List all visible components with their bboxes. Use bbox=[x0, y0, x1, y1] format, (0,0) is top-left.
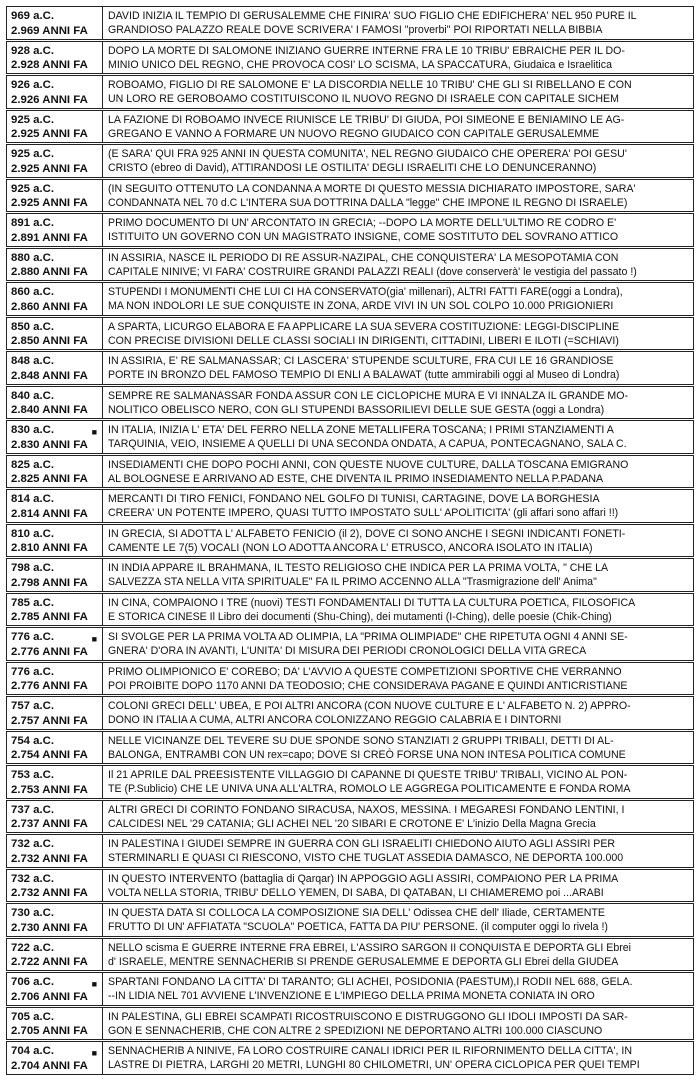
years-ago-label: 2.926 ANNI FA bbox=[11, 93, 88, 106]
event-description bbox=[103, 1042, 693, 1074]
square-marker-icon: ■ bbox=[91, 634, 97, 644]
years-ago-label: 2.704 ANNI FA bbox=[11, 1059, 88, 1072]
description-line: E STORICA CINESE Il Libro dei documenti (Shu-Ching), dei mutamenti (I-Ching), delle poesie (Chik-Ching) bbox=[108, 610, 612, 623]
timeline-row bbox=[6, 938, 694, 972]
description-line: SENNACHERIB A NINIVE, FA LORO COSTRUIRE CANALI IDRICI PER IL RIFORNIMENTO DELLA CITTA', IN bbox=[108, 1045, 632, 1057]
description-line: CREERA' UN POTENTE IMPERO, QUASI TUTTO IMPOSTATO SULL' APOLITICITA' (gli affari sono affari !!) bbox=[108, 507, 619, 520]
year-label: 737 a.C. bbox=[11, 803, 55, 816]
date-cell bbox=[7, 7, 103, 39]
description-line: A SPARTA, LICURGO ELABORA E FA APPLICARE LA SUA SEVERA COSTITUZIONE: LEGGI-DISCIPLINE bbox=[108, 320, 620, 333]
timeline-row bbox=[6, 351, 694, 385]
timeline-row bbox=[6, 593, 694, 627]
description-line: TE (P.Sublicio) CHE LE UNIVA UNA ALL'ALTRA, ROMOLO LE AGGREGA POLITICAMENTE E FONDA ROMA bbox=[108, 783, 631, 796]
event-description bbox=[103, 387, 693, 419]
timeline-row bbox=[6, 558, 694, 592]
years-ago-label: 2.848 ANNI FA bbox=[11, 369, 88, 382]
year-label: 840 a.C. bbox=[11, 389, 55, 402]
timeline-row bbox=[6, 662, 694, 696]
year-label: 776 a.C. bbox=[11, 631, 55, 643]
date-cell bbox=[7, 525, 103, 557]
description-line: (IN SEGUITO OTTENUTO LA CONDANNA A MORTE DI QUESTO MESSIA DICHIARATO IMPOSTORE, SARA' bbox=[108, 182, 636, 195]
description-line: CAPITALE NINIVE; VI FARA' COSTRUIRE GRANDI PALAZZI REALI (dove conserverà' le vestigia del passato !) bbox=[108, 265, 637, 278]
description-line: ALTRI GRECI DI CORINTO FONDANO SIRACUSA, NAXOS, MESSINA. I MEGARESI FONDANO LENTINI, I bbox=[108, 803, 625, 816]
description-line: NELLO scisma E GUERRE INTERNE FRA EBREI, L'ASSIRO SARGON II CONQUISTA E DEPORTA GLI Ebrei bbox=[108, 941, 632, 954]
years-ago-label: 2.891 ANNI FA bbox=[11, 231, 88, 244]
date-cell bbox=[7, 180, 103, 212]
year-label: 798 a.C. bbox=[11, 562, 55, 574]
year-label: 704 a.C. bbox=[11, 1045, 55, 1057]
date-cell bbox=[7, 939, 103, 971]
year-label: 753 a.C. bbox=[11, 769, 55, 781]
timeline-row bbox=[6, 489, 694, 523]
year-label: 776 a.C. bbox=[11, 665, 55, 678]
years-ago-label: 2.776 ANNI FA bbox=[11, 680, 88, 692]
event-description bbox=[103, 801, 693, 833]
years-ago-label: 2.814 ANNI FA bbox=[11, 507, 88, 520]
date-cell bbox=[7, 663, 103, 695]
description-line: MA NON INDOLORI LE SUE CONQUISTE IN ZONA, ARDE VIVI IN UN SOL COLPO 10.000 PRIGIONIERI bbox=[108, 300, 614, 313]
description-line: SALVEZZA STA NELLA VITA SPIRITUALE" FA IL PRIMO ACCENNO ALLA "Trasmigrazione dell' Anima" bbox=[108, 576, 597, 589]
timeline-row bbox=[6, 41, 694, 75]
timeline-row bbox=[6, 110, 694, 144]
description-line: IN QUESTO INTERVENTO (battaglia di Qarqar) IN APPOGGIO AGLI ASSIRI, COMPAIONO PER LA PRIMA bbox=[108, 872, 619, 885]
year-label: 891 a.C. bbox=[11, 217, 55, 229]
year-label: 785 a.C. bbox=[11, 596, 55, 609]
year-label: 730 a.C. bbox=[11, 907, 55, 919]
description-line: FRUTTO DI UN' AFFIATATA "SCUOLA" POETICA, FATTA DA PIU' PERSONE. (il computer oggi lo rivela !) bbox=[108, 921, 608, 934]
description-line: MERCANTI DI TIRO FENICI, FONDANO NEL GOLFO DI TUNISI, CARTAGINE, DOVE LA BORGHESIA bbox=[108, 493, 600, 505]
description-line: ROBOAMO, FIGLIO DI RE SALOMONE E' LA DISCORDIA NELLE 10 TRIBU' CHE GLI SI RIBELLANO E CON bbox=[108, 79, 632, 91]
description-line: IN CINA, COMPAIONO I TRE (nuovi) TESTI FONDAMENTALI DI TUTTA LA CULTURA POETICA, FILOSOFICA bbox=[108, 596, 636, 609]
years-ago-label: 2.925 ANNI FA bbox=[11, 197, 88, 209]
years-ago-label: 2.706 ANNI FA bbox=[11, 990, 88, 1003]
date-cell bbox=[7, 249, 103, 281]
date-cell bbox=[7, 352, 103, 384]
description-line: IN ITALIA, INIZIA L' ETA' DEL FERRO NELLA ZONE METALLIFERA TOSCANA; I PRIMI STANZIAMENTI A bbox=[108, 424, 614, 436]
year-label: 925 a.C. bbox=[11, 148, 55, 160]
timeline-row bbox=[6, 696, 694, 730]
date-cell bbox=[7, 801, 103, 833]
event-description bbox=[103, 732, 693, 764]
event-description bbox=[103, 870, 693, 902]
date-cell bbox=[7, 766, 103, 798]
timeline-row bbox=[6, 869, 694, 903]
event-description bbox=[103, 973, 693, 1005]
years-ago-label: 2.798 ANNI FA bbox=[11, 576, 88, 589]
description-line: IN GRECIA, SI ADOTTA L' ALFABETO FENICIO (il 2), DOVE CI SONO ANCHE I SEGNI INDICANTI FONETI- bbox=[108, 527, 626, 540]
timeline-row bbox=[6, 6, 694, 40]
year-label: 848 a.C. bbox=[11, 355, 55, 367]
year-label: 732 a.C. bbox=[11, 872, 55, 885]
timeline-row bbox=[6, 179, 694, 213]
date-cell bbox=[7, 421, 103, 453]
event-description bbox=[103, 421, 693, 453]
description-line: BALONGA, ENTRAMBI CON UN rex=capo; DOVE SI CREÒ FORSE UNA NON INTESA POLITICA COMUNE bbox=[108, 748, 626, 761]
timeline-row bbox=[6, 282, 694, 316]
years-ago-label: 2.732 ANNI FA bbox=[11, 852, 88, 865]
date-cell bbox=[7, 283, 103, 315]
description-line: MINIO UNICO DEL REGNO, CHE PROVOCA COSI' LO SCISMA, LA SPACCATURA, Giudaica e Israelitica bbox=[108, 58, 612, 71]
event-description bbox=[103, 111, 693, 143]
description-line: IN QUESTA DATA SI COLLOCA LA COMPOSIZIONE SIA DELL' Odissea CHE dell' Iliade, CERTAMENTE bbox=[108, 907, 605, 919]
event-description bbox=[103, 663, 693, 695]
description-line: IN ASSIRIA, E' RE SALMANASSAR; CI LASCERA' STUPENDE SCULTURE, FRA CUI LE 16 GRANDIOSE bbox=[108, 355, 614, 367]
description-line: IN ASSIRIA, NASCE IL PERIODO DI RE ASSUR-NAZIPAL, CHE CONQUISTERA' LA MESOPOTAMIA CON bbox=[108, 251, 619, 264]
date-cell bbox=[7, 732, 103, 764]
event-description bbox=[103, 7, 693, 39]
timeline-row bbox=[6, 248, 694, 282]
timeline-row bbox=[6, 144, 694, 178]
year-label: 925 a.C. bbox=[11, 113, 55, 126]
year-label: 814 a.C. bbox=[11, 493, 55, 505]
years-ago-label: 2.925 ANNI FA bbox=[11, 128, 88, 140]
description-line: PRIMO DOCUMENTO DI UN' ARCONTATO IN GRECIA; --DOPO LA MORTE DELL'ULTIMO RE CODRO E' bbox=[108, 217, 617, 229]
event-description bbox=[103, 697, 693, 729]
years-ago-label: 2.840 ANNI FA bbox=[11, 404, 88, 416]
years-ago-label: 2.737 ANNI FA bbox=[11, 818, 88, 830]
year-label: 925 a.C. bbox=[11, 182, 55, 195]
description-line: CALCIDESI NEL '29 CATANIA; GLI ACHEI NEL '20 SIBARI E CROTONE E' L'inizio Della Magna Grecia bbox=[108, 817, 596, 830]
timeline-row bbox=[6, 317, 694, 351]
description-line: VOLTA NELLA STORIA, TRIBU' DELLO YEMEN, DI SABA, DI QATABAN, LI CHIAMEREMO poi ...ARABI bbox=[108, 886, 604, 899]
description-line: CON PRECISE DIVISIONI DELLE CLASSI SOCIALI IN DIRIGENTI, CITTADINI, LIBERI E ILOTI (=SCHIAVI) bbox=[108, 334, 619, 347]
year-label: 928 a.C. bbox=[11, 44, 55, 57]
year-label: 810 a.C. bbox=[11, 527, 55, 540]
date-cell bbox=[7, 697, 103, 729]
square-marker-icon: ■ bbox=[91, 979, 97, 989]
date-cell bbox=[7, 1042, 103, 1074]
description-line: SI SVOLGE PER LA PRIMA VOLTA AD OLIMPIA, LA "PRIMA OLIMPIADE" CHE RIPETUTA OGNI 4 ANNI SE- bbox=[108, 631, 628, 643]
date-cell bbox=[7, 145, 103, 177]
date-cell bbox=[7, 318, 103, 350]
event-description bbox=[103, 283, 693, 315]
description-line: DONO IN ITALIA A CUMA, ALTRI ANCORA COLONIZZANO REGGIO CALABRIA E I DINTORNI bbox=[108, 714, 562, 727]
years-ago-label: 2.880 ANNI FA bbox=[11, 266, 88, 278]
description-line: INSEDIAMENTI CHE DOPO POCHI ANNI, CON QUESTE NUOVE CULTURE, DALLA TOSCANA EMIGRANO bbox=[108, 458, 629, 471]
event-description bbox=[103, 456, 693, 488]
description-line: DOPO LA MORTE DI SALOMONE INIZIANO GUERRE INTERNE FRA LE 10 TRIBU' EBRAICHE PER IL DO- bbox=[108, 44, 625, 57]
timeline-row bbox=[6, 731, 694, 765]
date-cell bbox=[7, 559, 103, 591]
description-line: GNERA' D'ORA IN AVANTI, L'UNITA' DI MISURA DEI PERIODI CRONOLOGICI DELLA VITA GRECA bbox=[108, 645, 587, 658]
years-ago-label: 2.925 ANNI FA bbox=[11, 162, 88, 175]
description-line: IN INDIA APPARE IL BRAHMANA, IL TESTO RELIGIOSO CHE INDICA PER LA PRIMA VOLTA, " CHE LA bbox=[108, 562, 609, 574]
date-cell bbox=[7, 42, 103, 74]
description-line: PORTE IN BRONZO DEL FAMOSO TEMPIO DI ENLI A BALAWAT (tutte ammirabili oggi al Museo di Londra) bbox=[108, 369, 620, 382]
years-ago-label: 2.757 ANNI FA bbox=[11, 714, 88, 727]
description-line: STERMINARLI E QUASI CI RIESCONO, VISTO CHE TUGLAT ASSEDIA DAMASCO, NE DEPORTA 100.000 bbox=[108, 852, 624, 865]
date-cell bbox=[7, 904, 103, 936]
square-marker-icon: ■ bbox=[91, 1048, 97, 1058]
years-ago-label: 2.776 ANNI FA bbox=[11, 645, 88, 658]
year-label: 926 a.C. bbox=[11, 79, 55, 91]
years-ago-label: 2.830 ANNI FA bbox=[11, 438, 88, 451]
description-line: IN PALESTINA I GIUDEI SEMPRE IN GUERRA CON GLI ISRAELITI CHIEDONO AIUTO AGLI ASSIRI PER bbox=[108, 838, 616, 850]
description-line: IN PALESTINA, GLI EBREI SCAMPATI RICOSTRUISCONO E DISTRUGGONO GLI IDOLI IMPOSTI DA SAR- bbox=[108, 1010, 628, 1023]
date-cell bbox=[7, 594, 103, 626]
years-ago-label: 2.730 ANNI FA bbox=[11, 921, 88, 934]
event-description bbox=[103, 490, 693, 522]
date-cell bbox=[7, 1008, 103, 1040]
description-line: TARQUINIA, VEIO, INSIEME A QUELLI DI UNA SECONDA ONDATA, A CAPUA, PONTECAGNANO, SALA C. bbox=[108, 438, 627, 451]
description-line: LA FAZIONE DI ROBOAMO INVECE RIUNISCE LE TRIBU' DI GIUDA, POI SIMEONE E BENIAMINO LE AG- bbox=[108, 113, 625, 126]
date-cell bbox=[7, 387, 103, 419]
description-line: STUPENDI I MONUMENTI CHE LUI CI HA CONSERVATO(gia' millenari), ALTRI FATTI FARE(oggi a Londra), bbox=[108, 286, 623, 298]
date-cell bbox=[7, 628, 103, 660]
event-description bbox=[103, 766, 693, 798]
timeline-row bbox=[6, 420, 694, 454]
timeline-row bbox=[6, 1007, 694, 1041]
year-label: 754 a.C. bbox=[11, 734, 55, 747]
description-line: CAMENTE LE 7(5) VOCALI (NON LO ADOTTA ANCORA L' ETRUSCO, ANCORA ISOLATO IN ITALIA) bbox=[108, 541, 593, 554]
year-label: 705 a.C. bbox=[11, 1010, 55, 1023]
year-label: 880 a.C. bbox=[11, 251, 55, 264]
date-cell bbox=[7, 111, 103, 143]
years-ago-label: 2.754 ANNI FA bbox=[11, 749, 88, 761]
timeline-row bbox=[6, 972, 694, 1006]
square-marker-icon: ■ bbox=[91, 427, 97, 437]
years-ago-label: 2.825 ANNI FA bbox=[11, 473, 88, 485]
event-description bbox=[103, 352, 693, 384]
date-cell bbox=[7, 214, 103, 246]
years-ago-label: 2.969 ANNI FA bbox=[11, 24, 88, 37]
year-label: 757 a.C. bbox=[11, 700, 55, 712]
timeline-row bbox=[6, 524, 694, 558]
description-line: --IN LIDIA NEL 701 AVVIENE L'INVENZIONE E L'IMPIEGO DELLA PRIMA MONETA CONIATA IN ORO bbox=[108, 990, 595, 1003]
event-description bbox=[103, 318, 693, 350]
event-description bbox=[103, 594, 693, 626]
years-ago-label: 2.705 ANNI FA bbox=[11, 1025, 88, 1037]
description-line: d' ISRAELE, MENTRE SENNACHERIB SI PRENDE GERUSALEMME E DEPORTA GLI Ebrei della GIUDEA bbox=[108, 955, 619, 968]
years-ago-label: 2.732 ANNI FA bbox=[11, 887, 88, 899]
event-description bbox=[103, 628, 693, 660]
year-label: 860 a.C. bbox=[11, 286, 55, 298]
event-description bbox=[103, 180, 693, 212]
timeline-row bbox=[6, 903, 694, 937]
description-line: PRIMO OLIMPIONICO E' COREBO; DA' L'AVVIO A QUESTE COMPETIZIONI SPORTIVE CHE VERRANNO bbox=[108, 665, 622, 678]
description-line: CONDANNATA NEL 70 d.C L'INTERA SUA DOTTRINA DALLA "legge" CHE IMPONE IL REGNO DI ISRAELE) bbox=[108, 196, 628, 209]
year-label: 706 a.C. bbox=[11, 976, 55, 988]
event-description bbox=[103, 835, 693, 867]
description-line: CRISTO (ebreo di David), ATTIRANDOSI LE OSTILITA' DEGLI ISRAELITI CHE LO DENUNCERANNO) bbox=[108, 162, 597, 175]
description-line: GON E SENNACHERIB, CHE CON ALTRE 2 SPEDIZIONI NE DEPORTANO ALTRI 100.000 CIASCUNO bbox=[108, 1024, 603, 1037]
timeline-row bbox=[6, 834, 694, 868]
timeline-row bbox=[6, 800, 694, 834]
event-description bbox=[103, 559, 693, 591]
chronology-sheet bbox=[6, 6, 694, 1076]
years-ago-label: 2.722 ANNI FA bbox=[11, 956, 88, 968]
year-label: 969 a.C. bbox=[11, 10, 55, 22]
year-label: 722 a.C. bbox=[11, 941, 55, 954]
event-description bbox=[103, 939, 693, 971]
description-line: UN LORO RE GEROBOAMO COSTITUISCONO IL NUOVO REGNO DI ISRAELE CON CAPITALE SICHEM bbox=[108, 93, 619, 106]
years-ago-label: 2.860 ANNI FA bbox=[11, 300, 88, 313]
date-cell bbox=[7, 973, 103, 1005]
description-line: SEMPRE RE SALMANASSAR FONDA ASSUR CON LE CICLOPICHE MURA E VI INNALZA IL GRANDE MO- bbox=[108, 389, 628, 402]
timeline-row bbox=[6, 627, 694, 661]
description-line: Il 21 APRILE DAL PREESISTENTE VILLAGGIO DI CAPANNE DI QUESTE TRIBU' TRIBALI, VICINO AL PON- bbox=[108, 769, 628, 781]
years-ago-label: 2.810 ANNI FA bbox=[11, 542, 88, 554]
years-ago-label: 2.928 ANNI FA bbox=[11, 59, 88, 71]
event-description bbox=[103, 525, 693, 557]
years-ago-label: 2.785 ANNI FA bbox=[11, 611, 88, 623]
timeline-row bbox=[6, 213, 694, 247]
description-line: POI PROIBITE DOPO 1170 ANNI DA TEODOSIO; CHE CONSIDERAVA PAGANE E QUINDI ANTICRISTIANE bbox=[108, 679, 628, 692]
timeline-row bbox=[6, 1041, 694, 1075]
date-cell bbox=[7, 835, 103, 867]
year-label: 825 a.C. bbox=[11, 458, 55, 471]
years-ago-label: 2.850 ANNI FA bbox=[11, 335, 88, 347]
description-line: LASTRE DI PIETRA, LARGHI 20 METRI, LUNGHI 80 CHILOMETRI, UN' OPERA CICLOPICA PER QUEI TEMPI bbox=[108, 1059, 640, 1072]
description-line: AL BOLOGNESE E ARRIVANO AD ESTE, CHE DIVENTA IL PRIMO INSEDIAMENTO NELLA P.PADANA bbox=[108, 472, 604, 485]
date-cell bbox=[7, 490, 103, 522]
description-line: COLONI GRECI DELL' UBEA, E POI ALTRI ANCORA (CON NUOVE CULTURE E L' ALFABETO N. 2) APPRO- bbox=[108, 700, 631, 712]
timeline-row bbox=[6, 386, 694, 420]
event-description bbox=[103, 145, 693, 177]
description-line: SPARTANI FONDANO LA CITTA' DI TARANTO; GLI ACHEI, POSIDONIA (PAESTUM),I RODII NEL 688, GELA. bbox=[108, 976, 633, 988]
event-description bbox=[103, 42, 693, 74]
description-line: (E SARA' QUI FRA 925 ANNI IN QUESTA COMUNITA', NEL REGNO GIUDAICO CHE OPERERA' POI GESU' bbox=[108, 148, 627, 160]
event-description bbox=[103, 904, 693, 936]
date-cell bbox=[7, 870, 103, 902]
date-cell bbox=[7, 76, 103, 108]
timeline-row bbox=[6, 75, 694, 109]
year-label: 850 a.C. bbox=[11, 320, 55, 333]
description-line: GRANDIOSO PALAZZO REALE DOVE SCRIVERA' I FAMOSI "proverbi" POI RIPORTATI NELLA BIBBIA bbox=[108, 24, 603, 37]
year-label: 830 a.C. bbox=[11, 424, 55, 436]
description-line: GREGANO E VANNO A FORMARE UN NUOVO REGNO GIUDAICO CON CAPITALE GERUSALEMME bbox=[108, 127, 600, 140]
date-cell bbox=[7, 456, 103, 488]
event-description bbox=[103, 249, 693, 281]
years-ago-label: 2.753 ANNI FA bbox=[11, 783, 88, 796]
year-label: 732 a.C. bbox=[11, 838, 55, 850]
description-line: NELLE VICINANZE DEL TEVERE SU DUE SPONDE SONO STANZIATI 2 GRUPPI TRIBALI, DETTI DI AL- bbox=[108, 734, 614, 747]
timeline-row bbox=[6, 455, 694, 489]
event-description bbox=[103, 214, 693, 246]
timeline-row bbox=[6, 765, 694, 799]
description-line: DAVID INIZIA IL TEMPIO DI GERUSALEMME CHE FINIRA' SUO FIGLIO CHE EDIFICHERA' NEL 950 PURE IL bbox=[108, 10, 637, 22]
description-line: NOLITICO OBELISCO NERO, CON GLI STUPENDI BASSORILIEVI DELLE SUE GESTA (oggi a Londra) bbox=[108, 403, 605, 416]
description-line: ISTITUITO UN GOVERNO CON UN MAGISTRATO INSIGNE, COME SOSTITUTO DEL SOVRANO ATTICO bbox=[108, 231, 619, 244]
event-description bbox=[103, 76, 693, 108]
event-description bbox=[103, 1008, 693, 1040]
